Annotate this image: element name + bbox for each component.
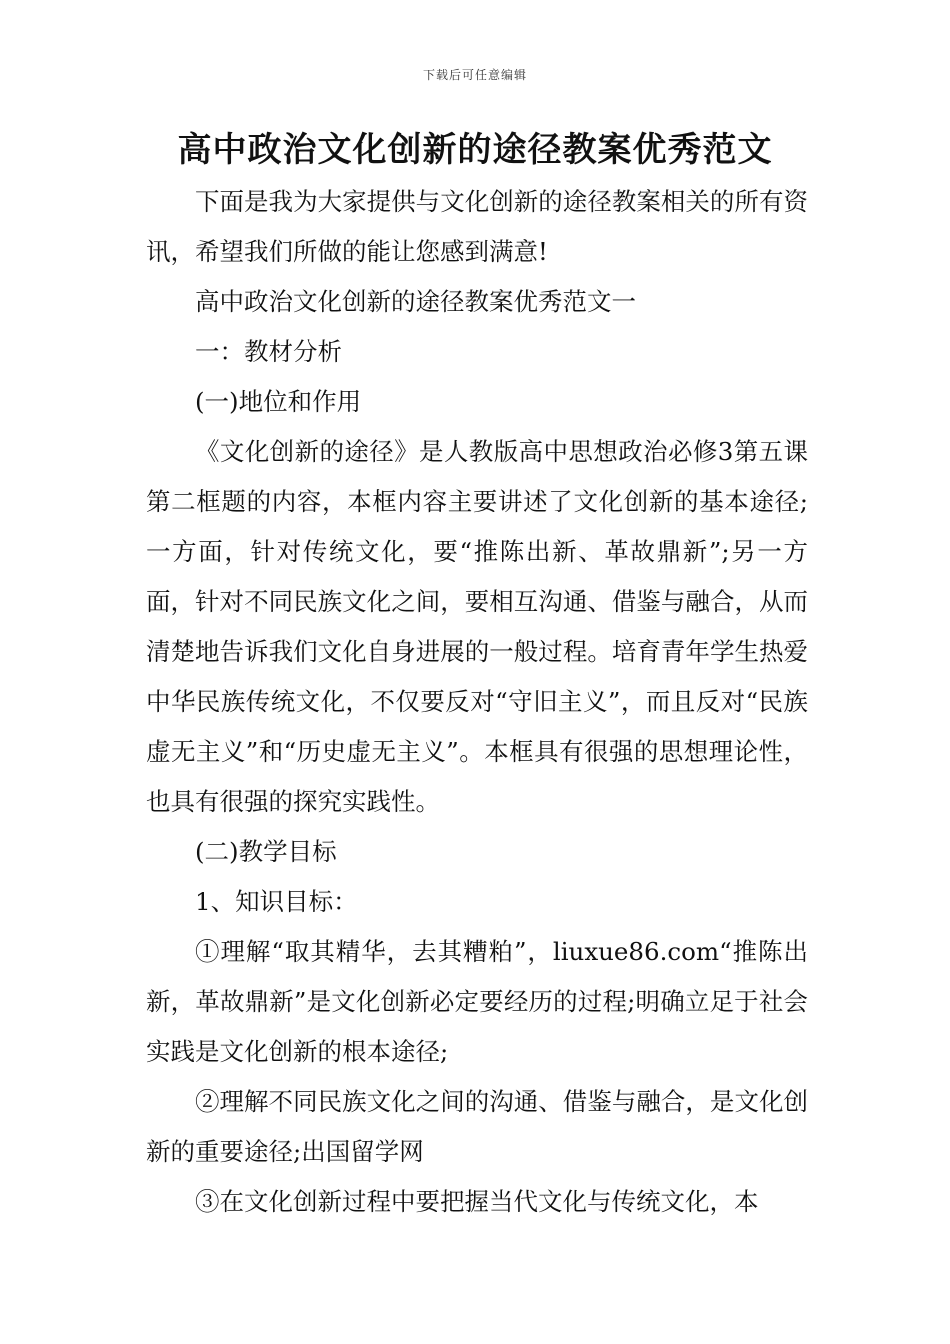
goal-item-1: ①理解“取其精华，去其糟粕”，liuxue86.com“推陈出新，革故鼎新”是文化创新必定要经历的过程;明确立足于社会实践是文化创新的根本途径; [146, 937, 808, 1066]
intro-paragraph: 下面是我为大家提供与文化创新的途径教案相关的所有资讯，希望我们所做的能让您感到满意! [146, 187, 808, 266]
subheading-teaching-goals: (二)教学目标 [195, 837, 337, 866]
subheading-status-and-role: (一)地位和作用 [195, 387, 362, 416]
goal-item-3: ③在文化创新过程中要把握当代文化与传统文化，本 [195, 1187, 759, 1216]
document-body [146, 177, 808, 1227]
header-note: 下载后可任意编辑 [422, 68, 527, 82]
section-heading-example-one: 高中政治文化创新的途径教案优秀范文一 [195, 287, 636, 316]
section-heading-material-analysis: 一：教材分析 [195, 337, 342, 366]
paragraph-status-and-role: 《文化创新的途径》是人教版高中思想政治必修3第五课第二框题的内容，本框内容主要讲述了文化创新的基本途径;一方面，针对传统文化，要“推陈出新、革故鼎新”;另一方面，针对不同民族文化之间，要相互沟通、借鉴与融合，从而清楚地告诉我们文化自身进展的一般过程。培育青年学生热爱中华民族传统文化，不仅要反对“守旧主义”，而且反对“民族虚无主义”和“历史虚无主义”。本框具有很强的思想理论性，也具有很强的探究实践性。 [146, 437, 808, 816]
goal-item-2: ②理解不同民族文化之间的沟通、借鉴与融合，是文化创新的重要途径;出国留学网 [146, 1087, 808, 1166]
document-title: 高中政治文化创新的途径教案优秀范文 [177, 130, 773, 170]
knowledge-goals-heading: 1、知识目标： [195, 887, 358, 916]
